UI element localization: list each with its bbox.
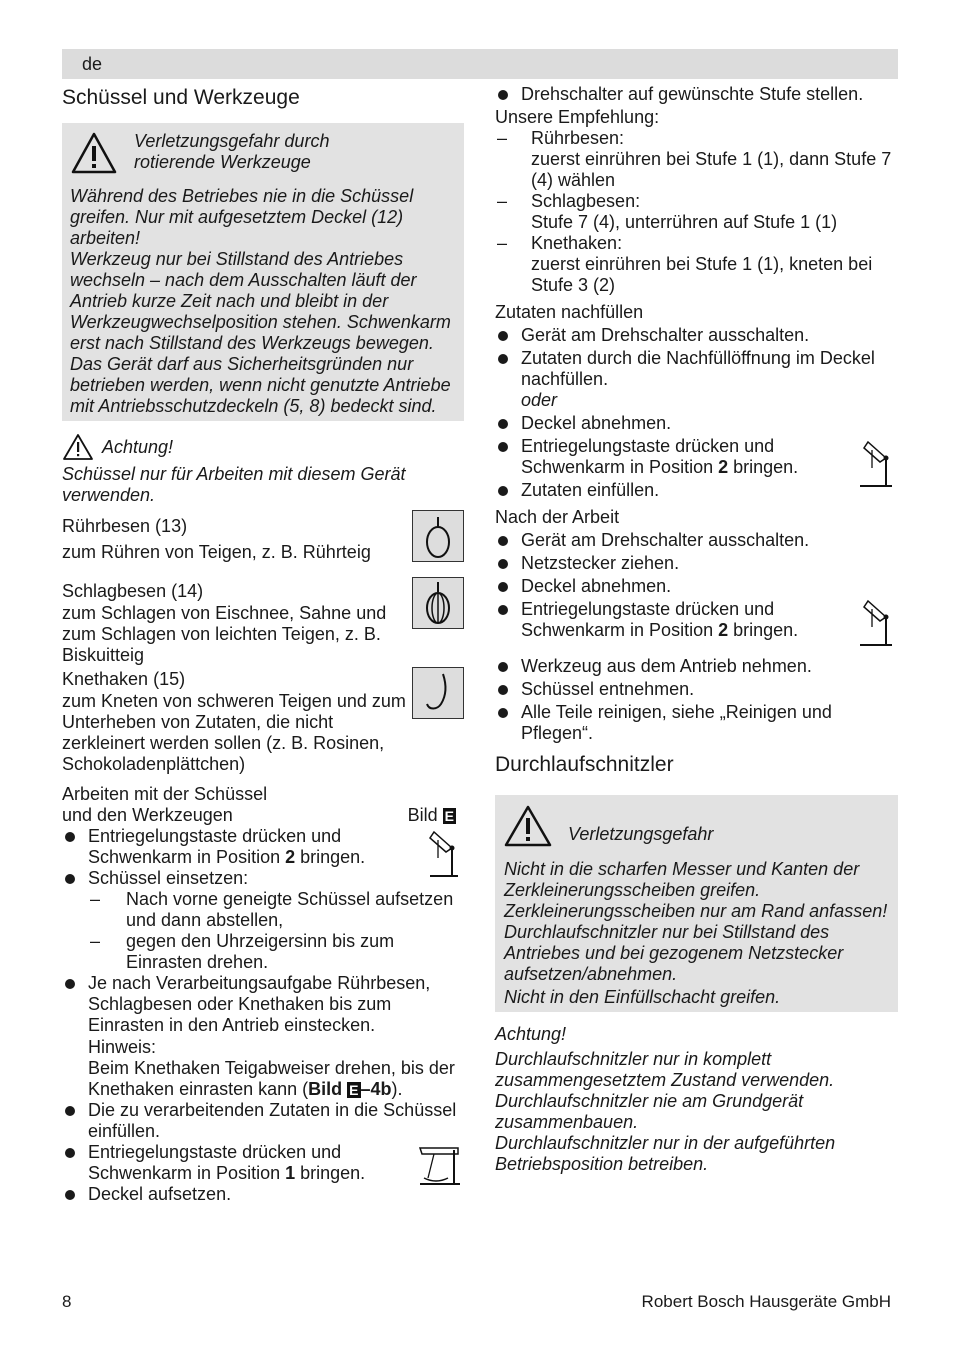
step-item: Gerät am Drehschalter ausschalten. [495,325,898,346]
step-item: Werkzeug aus dem Antrieb nehmen. [495,656,898,677]
step-item: Gerät am Drehschalter ausschalten. [495,530,898,551]
warning-text-4: Nicht in den Einfüllschacht greifen. [504,987,781,1007]
speed-step [495,84,898,105]
warning-text-1: Nicht in die scharfen Messer und Kanten der Zerkleinerungsscheiben greifen. [504,859,860,900]
step-item: Deckel abnehmen. [495,576,898,597]
language-bar [62,49,898,79]
step-item: Schüssel einsetzen: [62,868,397,889]
left-column [62,84,464,1205]
warning-text-2: Zerkleinerungsscheiben nur am Rand anfassen! [504,901,888,921]
step-list [62,826,397,889]
tool-desc: zum Schlagen von Eischnee, Sahne und zum Schlagen von leichten Teigen, z. B. Biskuitteig [62,603,387,665]
figure-label: Bild [407,805,438,825]
caution-text: Schüssel nur für Arbeiten mit diesem Gerät verwenden. [62,464,406,505]
page-number: 8 [62,1292,72,1311]
after-work-list-2 [495,597,825,641]
tool-hook-row [62,669,464,775]
tool-name: Knethaken (15) [62,669,186,689]
work-heading [62,784,464,826]
right-column [495,84,898,1175]
warning-text-2: Werkzeug nur bei Stillstand des Antriebes wechseln – nach dem Ausschalten läuft der Antrieb kurze Zeit nach und bleibt in der Werkzeugwechselposition stehen. Schwenkarm erst nach Stillstand des Werkzeugs bewegen. [70,249,451,353]
caution-label: Achtung! [495,1024,567,1044]
step-row [495,434,898,501]
swivel-arm-position-2-icon [854,436,898,495]
figure-letter-badge: E [444,808,454,824]
warning-text-3: Das Gerät darf aus Sicherheitsgründen nur betrieben werden, wenn nicht genutzte Antriebe mit Antriebsschutzdeckeln (5, 8) bedeckt sind. [70,354,451,416]
warning-box [62,123,464,421]
work-heading-line1: Arbeiten mit der Schüssel [62,784,268,804]
warning-triangle-icon [504,805,568,852]
step-item: Deckel aufsetzen. [62,1184,397,1205]
tool-whisk-row [62,516,464,563]
step-row [62,1142,464,1205]
dough-hook-icon [412,667,464,719]
caution-label: Achtung! [102,436,174,457]
step-item: Netzstecker ziehen. [495,553,898,574]
step-item: Entriegelungstaste drücken und Schwenkarm in Position 2 bringen. [495,599,825,641]
tool-name: Schlagbesen (14) [62,581,204,601]
refill-heading: Zutaten nachfüllen [495,302,644,322]
language-code: de [82,54,103,74]
step-item: Zutaten einfüllen. [495,480,825,501]
step-item: Deckel abnehmen. [495,413,898,434]
slicer-warning-box [495,795,898,1012]
tool-name: Rührbesen (13) [62,516,188,536]
warning-head: Verletzungsgefahr [568,824,714,844]
tool-beater-row [62,581,464,666]
after-work-heading: Nach der Arbeit [495,507,620,527]
caution-text-3: Durchlaufschnitzler nur in der aufgeführten Betriebsposition betreiben. [495,1133,836,1174]
bowl-substeps [88,889,464,973]
hint-heading: Hinweis: [88,1037,157,1057]
step-item: Entriegelungstaste drücken und Schwenkarm in Position 2 bringen. [495,436,825,478]
step-item: Entriegelungstaste drücken und Schwenkarm in Position 2 bringen. [62,826,397,868]
step-list-3 [62,1142,397,1205]
recommendation-heading: Unsere Empfehlung: [495,107,660,127]
warning-text-1: Während des Betriebes nie in die Schüssel greifen. Nur mit aufgesetztem Deckel (12) arbeiten! [70,186,414,248]
recommendation-item: – Knethaken: zuerst einrühren bei Stufe 1 (1), kneten bei Stufe 3 (2) [495,233,898,296]
step-list-2 [62,973,464,1142]
beater-whisk-icon [412,577,464,629]
after-work-list-3 [495,656,898,744]
step-item: Die zu verarbeitenden Zutaten in die Schüssel einfüllen. [62,1100,464,1142]
substep-item: – gegen den Uhrzeigersinn bis zum Einrasten drehen. [88,931,464,973]
substep-item: – Nach vorne geneigte Schüssel aufsetzen und dann abstellen, [88,889,464,931]
warning-head: Verletzungsgefahr durch rotierende Werkzeuge [134,131,330,172]
or-text: oder [521,390,558,410]
caution-text-2: Durchlaufschnitzler nie am Grundgerät zusammenbauen. [495,1091,804,1132]
figure-reference [408,784,464,826]
step-item: Entriegelungstaste drücken und Schwenkarm in Position 1 bringen. [62,1142,397,1184]
swivel-arm-position-2-icon [854,595,898,654]
recommendation-item: – Rührbesen: zuerst einrühren bei Stufe 1 (1), dann Stufe 7 (4) wählen [495,128,898,191]
after-work-list [495,530,898,597]
section-title-slicer: Durchlaufschnitzler [495,753,674,776]
step-row [495,597,898,654]
tool-desc: zum Kneten von schweren Teigen und zum Unterheben von Zutaten, die nicht zerkleinert werden sollen (z. B. Rosinen, Schokoladenplättchen) [62,691,406,774]
caution-heading [62,433,464,461]
step-item: Drehschalter auf gewünschte Stufe stellen. [495,84,898,105]
refill-list [495,325,898,434]
step-row [62,826,464,889]
hint-text: Beim Knethaken Teigabweiser drehen, bis der Knethaken einrasten kann (Bild E –4b). [88,1058,455,1099]
warning-text-3: Durchlaufschnitzler nur bei Stillstand des Antriebes und bei gezogenem Netzstecker aufsetzen/abnehmen. [504,922,844,984]
step-item: Zutaten durch die Nachfüllöffnung im Deckel nachfüllen. oder [495,348,898,411]
step-item: Schüssel entnehmen. [495,679,898,700]
recommendation-list [495,128,898,296]
refill-list-2 [495,434,825,501]
footer-company: Robert Bosch Hausgeräte GmbH [641,1292,891,1311]
warning-triangle-icon [70,131,126,180]
work-heading-line2: und den Werkzeugen [62,805,233,825]
tool-desc: zum Rühren von Teigen, z. B. Rührteig [62,542,371,562]
swivel-arm-position-2-icon [420,826,464,885]
recommendation-item: – Schlagbesen: Stufe 7 (4), unterrühren auf Stufe 1 (1) [495,191,898,233]
step-item: Alle Teile reinigen, siehe „Reinigen und Pflegen“. [495,702,898,744]
section-title-bowl: Schüssel und Werkzeuge [62,86,300,109]
caution-text-1: Durchlaufschnitzler nur in komplett zusammengesetztem Zustand verwenden. [495,1049,835,1090]
caution-triangle-icon [62,433,94,461]
step-item: Je nach Verarbeitungsaufgabe Rührbesen, Schlagbesen oder Knethaken bis zum Einrasten in den Antrieb einstecken. Hinweis: Beim Knethaken Teigabweiser drehen, bis der Knethaken einrasten kann (Bild E –4b). [62,973,464,1100]
stirring-whisk-icon [412,510,464,562]
figure-letter-badge: E [349,1082,359,1098]
swivel-arm-position-1-icon [416,1142,464,1193]
